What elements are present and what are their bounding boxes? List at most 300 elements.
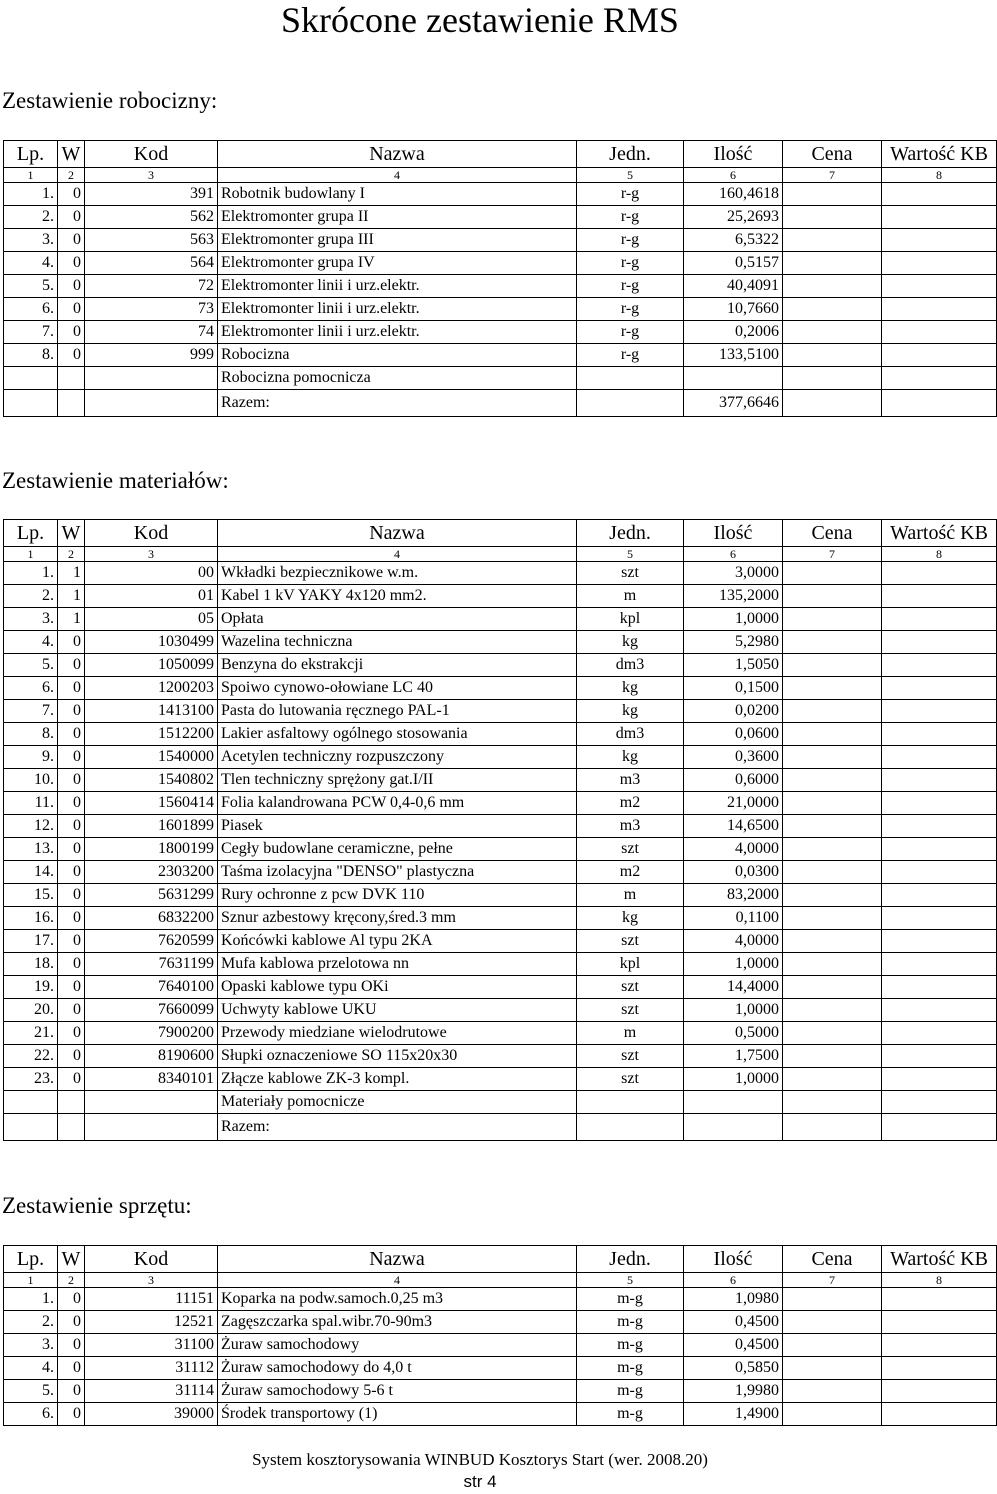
column-header: Ilość [684, 520, 783, 547]
row-price [783, 1357, 882, 1380]
table-row [4, 1334, 997, 1357]
row-value [882, 229, 997, 252]
column-number: 8 [882, 547, 997, 562]
row-value [882, 700, 997, 723]
row-code: 7660099 [85, 999, 218, 1022]
row-unit: m-g [577, 1288, 684, 1311]
row-lp: 13. [4, 838, 58, 861]
column-number-row [4, 547, 997, 562]
row-unit: szt [577, 562, 684, 585]
row-value [882, 654, 997, 677]
row-name: Opaski kablowe typu OKi [218, 976, 577, 999]
total-cell [4, 1114, 58, 1141]
row-name: Koparka na podw.samoch.0,25 m3 [218, 1288, 577, 1311]
row-lp: 3. [4, 608, 58, 631]
column-header: Cena [783, 520, 882, 547]
row-lp: 20. [4, 999, 58, 1022]
column-header: Ilość [684, 141, 783, 168]
row-value [882, 677, 997, 700]
aux-cell [783, 367, 882, 390]
row-unit: m [577, 585, 684, 608]
row-quantity: 1,7500 [684, 1045, 783, 1068]
table-row [4, 1068, 997, 1091]
row-code: 563 [85, 229, 218, 252]
row-code: 72 [85, 275, 218, 298]
row-unit: m [577, 1022, 684, 1045]
column-header: Lp. [4, 520, 58, 547]
row-unit: kg [577, 700, 684, 723]
materials-heading: Zestawienie materiałów: [2, 468, 229, 493]
row-w: 0 [58, 654, 85, 677]
row-w: 0 [58, 838, 85, 861]
row-value [882, 275, 997, 298]
row-lp: 10. [4, 769, 58, 792]
row-lp: 3. [4, 1334, 58, 1357]
row-code: 999 [85, 344, 218, 367]
header-row [4, 1246, 997, 1273]
table-row [4, 1045, 997, 1068]
row-quantity: 83,2000 [684, 884, 783, 907]
row-code: 11151 [85, 1288, 218, 1311]
row-name: Piasek [218, 815, 577, 838]
row-w: 0 [58, 1022, 85, 1045]
row-value [882, 344, 997, 367]
table-row [4, 562, 997, 585]
row-name: Benzyna do ekstrakcji [218, 654, 577, 677]
row-lp: 22. [4, 1045, 58, 1068]
row-lp: 19. [4, 976, 58, 999]
total-cell [882, 390, 997, 417]
row-name: Żuraw samochodowy do 4,0 t [218, 1357, 577, 1380]
total-cell [577, 1114, 684, 1141]
row-name: Żuraw samochodowy 5-6 t [218, 1380, 577, 1403]
row-quantity: 1,0000 [684, 1068, 783, 1091]
table-row [4, 585, 997, 608]
row-unit: r-g [577, 275, 684, 298]
row-w: 0 [58, 229, 85, 252]
row-price [783, 677, 882, 700]
row-w: 0 [58, 206, 85, 229]
total-cell [577, 390, 684, 417]
row-lp: 5. [4, 1380, 58, 1403]
column-number-row [4, 1273, 997, 1288]
row-code: 73 [85, 298, 218, 321]
row-quantity: 21,0000 [684, 792, 783, 815]
footer-text: System kosztorysowania WINBUD Kosztorys Start (wer. 2008.20) [252, 1450, 708, 1469]
row-name: Wkładki bezpiecznikowe w.m. [218, 562, 577, 585]
column-number: 8 [882, 168, 997, 183]
column-number: 5 [577, 1273, 684, 1288]
row-lp: 12. [4, 815, 58, 838]
row-name: Środek transportowy (1) [218, 1403, 577, 1426]
row-quantity: 1,4900 [684, 1403, 783, 1426]
row-price [783, 999, 882, 1022]
table-row [4, 1311, 997, 1334]
row-w: 0 [58, 884, 85, 907]
row-name: Kabel 1 kV YAKY 4x120 mm2. [218, 585, 577, 608]
row-w: 0 [58, 344, 85, 367]
row-name: Sznur azbestowy kręcony,śred.3 mm [218, 907, 577, 930]
row-unit: kg [577, 631, 684, 654]
table-row [4, 792, 997, 815]
row-code: 7620599 [85, 930, 218, 953]
row-quantity: 1,5050 [684, 654, 783, 677]
row-value [882, 183, 997, 206]
row-quantity: 14,4000 [684, 976, 783, 999]
row-value [882, 1288, 997, 1311]
page-number: str 4 [463, 1472, 497, 1491]
row-value [882, 723, 997, 746]
row-w: 1 [58, 608, 85, 631]
table-row [4, 746, 997, 769]
row-code: 8340101 [85, 1068, 218, 1091]
column-header: Jedn. [577, 520, 684, 547]
row-name: Wazelina techniczna [218, 631, 577, 654]
row-unit: szt [577, 976, 684, 999]
table-row [4, 229, 997, 252]
row-unit: szt [577, 838, 684, 861]
row-quantity: 160,4618 [684, 183, 783, 206]
table-row [4, 953, 997, 976]
row-name: Opłata [218, 608, 577, 631]
aux-cell [882, 1091, 997, 1114]
row-quantity: 0,0300 [684, 861, 783, 884]
table-row [4, 677, 997, 700]
row-w: 0 [58, 677, 85, 700]
row-name: Rury ochronne z pcw DVK 110 [218, 884, 577, 907]
row-lp: 6. [4, 677, 58, 700]
row-quantity: 133,5100 [684, 344, 783, 367]
row-price [783, 1380, 882, 1403]
row-price [783, 792, 882, 815]
row-unit: kg [577, 907, 684, 930]
row-quantity: 0,2006 [684, 321, 783, 344]
table-row [4, 884, 997, 907]
row-name: Pasta do lutowania ręcznego PAL-1 [218, 700, 577, 723]
column-header: Wartość KB [882, 520, 997, 547]
row-value [882, 1022, 997, 1045]
row-price [783, 654, 882, 677]
row-lp: 4. [4, 631, 58, 654]
row-lp: 1. [4, 1288, 58, 1311]
row-w: 0 [58, 1311, 85, 1334]
table-row [4, 1357, 997, 1380]
row-quantity: 0,0600 [684, 723, 783, 746]
row-code: 1200203 [85, 677, 218, 700]
column-number: 2 [58, 168, 85, 183]
row-w: 0 [58, 746, 85, 769]
column-number: 7 [783, 1273, 882, 1288]
row-price [783, 1068, 882, 1091]
row-w: 0 [58, 861, 85, 884]
row-code: 7900200 [85, 1022, 218, 1045]
row-code: 01 [85, 585, 218, 608]
row-value [882, 608, 997, 631]
row-lp: 14. [4, 861, 58, 884]
table-row [4, 1380, 997, 1403]
row-price [783, 1288, 882, 1311]
aux-row [4, 1091, 997, 1114]
row-unit: kg [577, 746, 684, 769]
table-row [4, 976, 997, 999]
row-unit: r-g [577, 252, 684, 275]
row-value [882, 792, 997, 815]
aux-cell [58, 367, 85, 390]
row-lp: 5. [4, 275, 58, 298]
row-quantity: 135,2000 [684, 585, 783, 608]
total-cell [85, 1114, 218, 1141]
row-lp: 23. [4, 1068, 58, 1091]
aux-cell [85, 367, 218, 390]
table-row [4, 723, 997, 746]
row-code: 1050099 [85, 654, 218, 677]
row-name: Mufa kablowa przelotowa nn [218, 953, 577, 976]
labor-table [3, 140, 997, 417]
row-lp: 2. [4, 1311, 58, 1334]
row-unit: kpl [577, 953, 684, 976]
column-number: 6 [684, 1273, 783, 1288]
row-lp: 1. [4, 562, 58, 585]
row-quantity: 0,5850 [684, 1357, 783, 1380]
table-row [4, 999, 997, 1022]
column-header: W [58, 1246, 85, 1273]
column-number: 2 [58, 1273, 85, 1288]
row-price [783, 976, 882, 999]
row-unit: szt [577, 930, 684, 953]
row-price [783, 884, 882, 907]
table-row [4, 1288, 997, 1311]
row-quantity: 0,5000 [684, 1022, 783, 1045]
row-w: 0 [58, 953, 85, 976]
row-w: 0 [58, 252, 85, 275]
row-code: 31100 [85, 1334, 218, 1357]
table-row [4, 275, 997, 298]
row-quantity: 0,4500 [684, 1334, 783, 1357]
row-code: 31112 [85, 1357, 218, 1380]
row-lp: 9. [4, 746, 58, 769]
row-unit: dm3 [577, 654, 684, 677]
row-value [882, 815, 997, 838]
row-lp: 5. [4, 654, 58, 677]
row-unit: m-g [577, 1334, 684, 1357]
row-unit: szt [577, 1068, 684, 1091]
row-quantity: 25,2693 [684, 206, 783, 229]
aux-row [4, 367, 997, 390]
table-row [4, 1403, 997, 1426]
row-unit: m-g [577, 1311, 684, 1334]
row-value [882, 1045, 997, 1068]
row-price [783, 631, 882, 654]
row-code: 564 [85, 252, 218, 275]
row-price [783, 838, 882, 861]
row-name: Tlen techniczny sprężony gat.I/II [218, 769, 577, 792]
materials-table [3, 519, 997, 1141]
row-value [882, 930, 997, 953]
row-unit: m2 [577, 861, 684, 884]
row-code: 1540802 [85, 769, 218, 792]
row-code: 1512200 [85, 723, 218, 746]
row-w: 0 [58, 1288, 85, 1311]
row-unit: m3 [577, 815, 684, 838]
row-price [783, 608, 882, 631]
total-cell [882, 1114, 997, 1141]
row-lp: 2. [4, 585, 58, 608]
row-quantity: 1,0980 [684, 1288, 783, 1311]
row-value [882, 884, 997, 907]
row-value [882, 298, 997, 321]
row-quantity: 10,7660 [684, 298, 783, 321]
aux-cell [577, 1091, 684, 1114]
column-number: 6 [684, 547, 783, 562]
row-value [882, 1334, 997, 1357]
row-lp: 6. [4, 1403, 58, 1426]
row-w: 0 [58, 1380, 85, 1403]
row-w: 1 [58, 585, 85, 608]
row-value [882, 1357, 997, 1380]
row-unit: m2 [577, 792, 684, 815]
row-w: 0 [58, 631, 85, 654]
row-price [783, 275, 882, 298]
table-row [4, 206, 997, 229]
row-unit: kg [577, 677, 684, 700]
row-price [783, 1022, 882, 1045]
table-row [4, 321, 997, 344]
row-quantity: 1,0000 [684, 608, 783, 631]
row-name: Żuraw samochodowy [218, 1334, 577, 1357]
row-quantity: 5,2980 [684, 631, 783, 654]
row-name: Uchwyty kablowe UKU [218, 999, 577, 1022]
table-row [4, 298, 997, 321]
row-quantity: 0,4500 [684, 1311, 783, 1334]
row-price [783, 562, 882, 585]
row-name: Słupki oznaczeniowe SO 115x20x30 [218, 1045, 577, 1068]
row-value [882, 1311, 997, 1334]
row-w: 0 [58, 907, 85, 930]
row-code: 1560414 [85, 792, 218, 815]
row-code: 1601899 [85, 815, 218, 838]
row-price [783, 769, 882, 792]
column-header: W [58, 141, 85, 168]
table-row [4, 700, 997, 723]
row-unit: szt [577, 999, 684, 1022]
row-unit: m3 [577, 769, 684, 792]
table-row [4, 608, 997, 631]
row-lp: 2. [4, 206, 58, 229]
row-unit: r-g [577, 183, 684, 206]
row-quantity: 0,6000 [684, 769, 783, 792]
column-number: 7 [783, 168, 882, 183]
total-value [684, 1114, 783, 1141]
column-number: 4 [218, 168, 577, 183]
row-unit: kpl [577, 608, 684, 631]
row-quantity: 4,0000 [684, 930, 783, 953]
row-unit: r-g [577, 298, 684, 321]
row-name: Folia kalandrowana PCW 0,4-0,6 mm [218, 792, 577, 815]
row-value [882, 321, 997, 344]
column-number: 3 [85, 1273, 218, 1288]
row-lp: 3. [4, 229, 58, 252]
total-row [4, 390, 997, 417]
row-price [783, 1045, 882, 1068]
row-name: Robocizna [218, 344, 577, 367]
row-price [783, 930, 882, 953]
row-code: 74 [85, 321, 218, 344]
row-w: 0 [58, 999, 85, 1022]
table-row [4, 930, 997, 953]
total-label: Razem: [218, 390, 577, 417]
total-value: 377,6646 [684, 390, 783, 417]
row-quantity: 1,0000 [684, 953, 783, 976]
row-w: 0 [58, 769, 85, 792]
row-price [783, 723, 882, 746]
total-cell [58, 390, 85, 417]
row-lp: 8. [4, 344, 58, 367]
row-quantity: 40,4091 [684, 275, 783, 298]
row-name: Elektromonter grupa IV [218, 252, 577, 275]
row-name: Elektromonter linii i urz.elektr. [218, 321, 577, 344]
aux-cell [684, 1091, 783, 1114]
row-unit: m-g [577, 1357, 684, 1380]
header-row [4, 141, 997, 168]
column-number: 5 [577, 547, 684, 562]
row-value [882, 206, 997, 229]
table-row [4, 183, 997, 206]
row-lp: 7. [4, 700, 58, 723]
row-quantity: 6,5322 [684, 229, 783, 252]
column-header: W [58, 520, 85, 547]
row-price [783, 229, 882, 252]
row-lp: 16. [4, 907, 58, 930]
row-name: Elektromonter grupa II [218, 206, 577, 229]
row-w: 0 [58, 298, 85, 321]
table-row [4, 344, 997, 367]
row-code: 39000 [85, 1403, 218, 1426]
aux-cell [4, 1091, 58, 1114]
table-row [4, 815, 997, 838]
row-w: 0 [58, 930, 85, 953]
row-lp: 7. [4, 321, 58, 344]
table-row [4, 1022, 997, 1045]
total-cell [58, 1114, 85, 1141]
row-price [783, 298, 882, 321]
row-price [783, 344, 882, 367]
page-title: Skrócone zestawienie RMS [281, 0, 679, 40]
column-number: 3 [85, 547, 218, 562]
header-row [4, 520, 997, 547]
row-name: Końcówki kablowe Al typu 2KA [218, 930, 577, 953]
row-code: 1030499 [85, 631, 218, 654]
column-number: 1 [4, 547, 58, 562]
table-row [4, 654, 997, 677]
column-number: 4 [218, 1273, 577, 1288]
column-header: Lp. [4, 1246, 58, 1273]
row-value [882, 1380, 997, 1403]
row-value [882, 746, 997, 769]
row-lp: 4. [4, 252, 58, 275]
row-w: 0 [58, 1357, 85, 1380]
table-row [4, 252, 997, 275]
aux-cell [684, 367, 783, 390]
row-name: Acetylen techniczny rozpuszczony [218, 746, 577, 769]
column-header: Kod [85, 1246, 218, 1273]
row-w: 0 [58, 792, 85, 815]
row-name: Elektromonter grupa III [218, 229, 577, 252]
row-name: Robotnik budowlany I [218, 183, 577, 206]
table-row [4, 861, 997, 884]
row-quantity: 4,0000 [684, 838, 783, 861]
row-value [882, 1068, 997, 1091]
row-quantity: 1,9980 [684, 1380, 783, 1403]
